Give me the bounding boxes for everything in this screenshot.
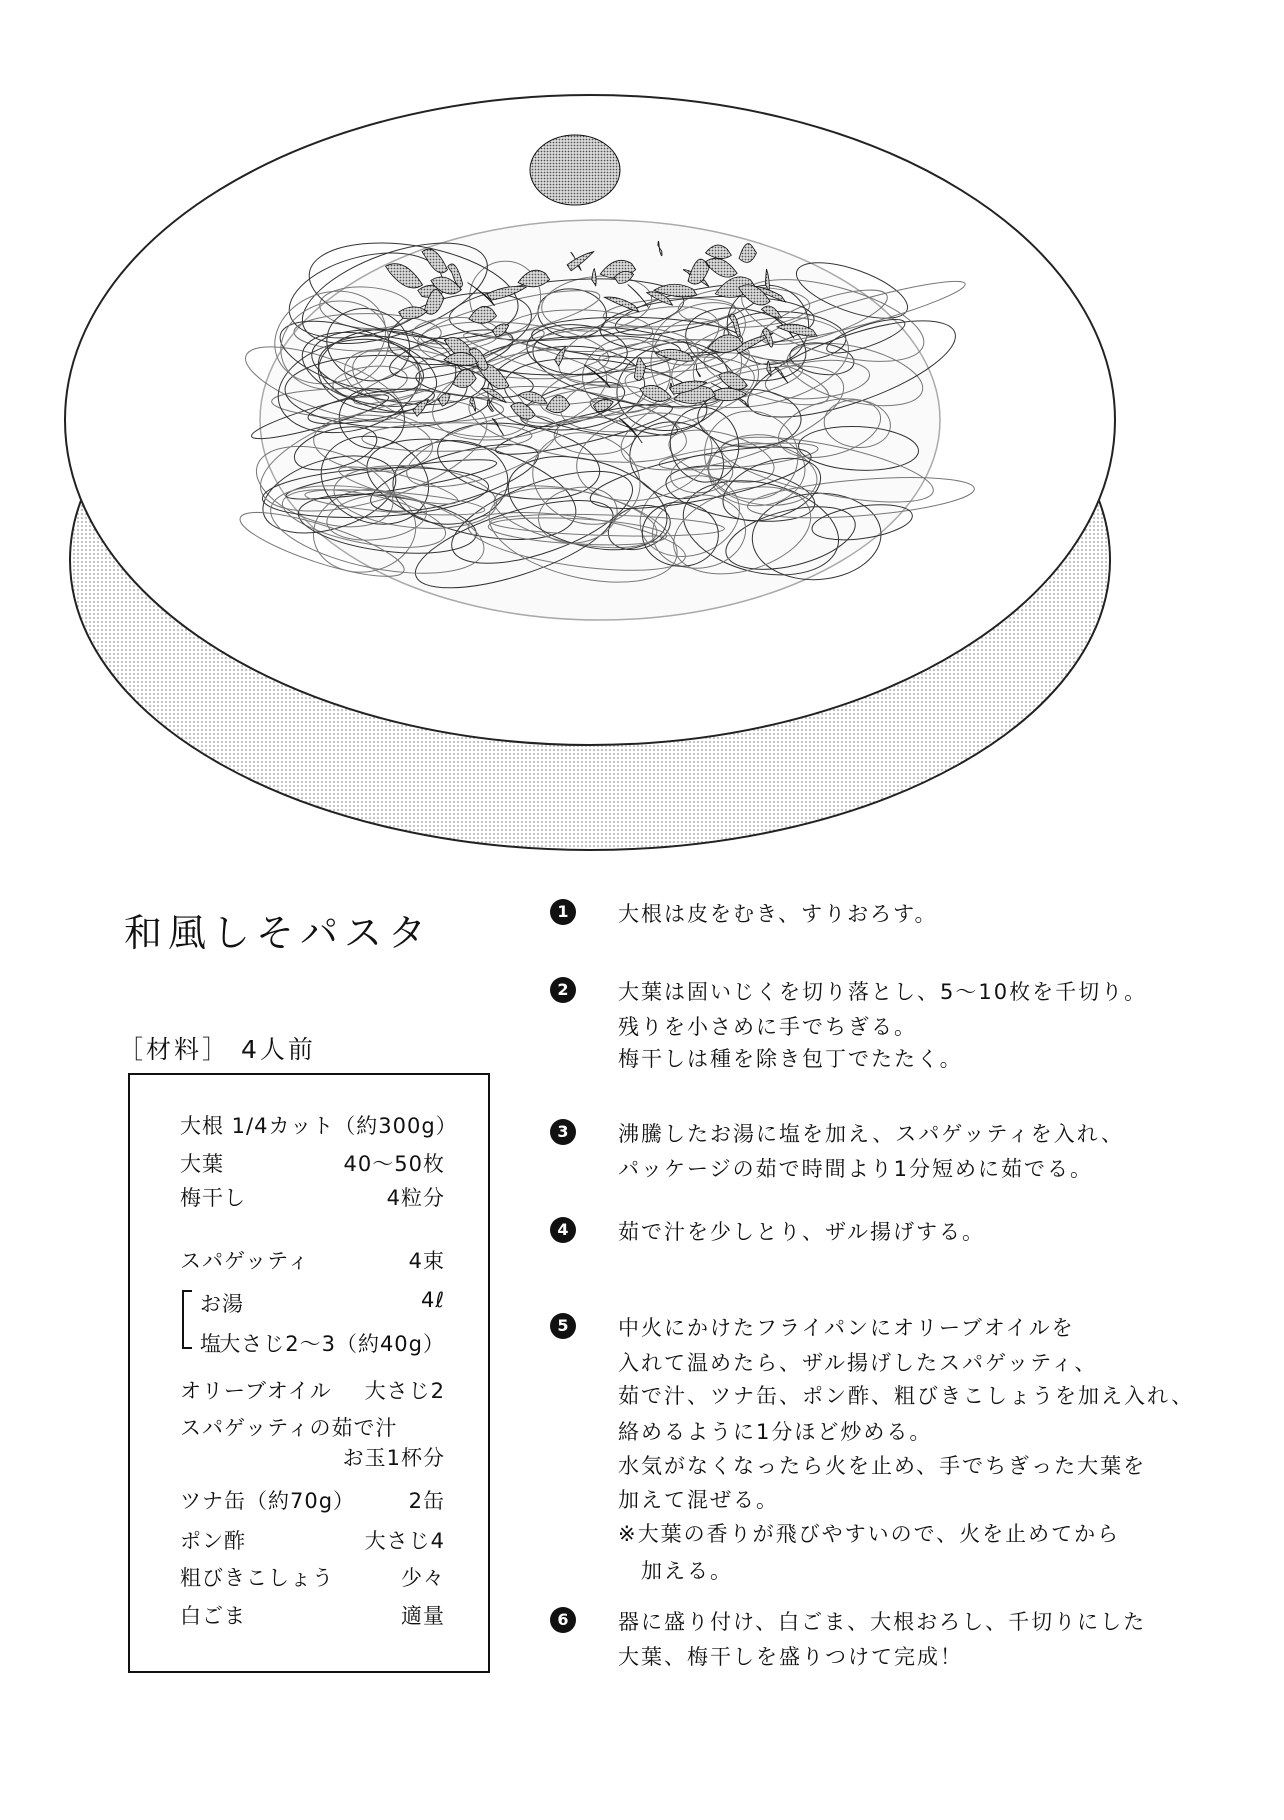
ingredient-name: 大葉 [180, 1152, 224, 1176]
ingredient-name: 大根 1/4カット（約300g） [180, 1114, 458, 1138]
step-text-line: 大葉は固いじくを切り落とし、5〜10枚を千切り。 [618, 980, 1148, 1004]
ingredient-amount: 2缶 [408, 1489, 445, 1513]
step-text-line: ※大葉の香りが飛びやすいので、火を止めてから [618, 1522, 1121, 1546]
step-text-line: パッケージの茹で時間より1分短めに茹でる。 [618, 1157, 1093, 1181]
ingredient-amount: お玉1杯分 [342, 1446, 445, 1470]
step-text-line: 梅干しは種を除き包丁でたたく。 [618, 1047, 963, 1071]
ingredients-header: ［材料］ 4人前 [118, 1035, 316, 1064]
step-number-badge: 1 [550, 899, 576, 925]
ingredient-name: スパゲッティの茹で汁 [180, 1416, 398, 1440]
step-number-badge: 6 [550, 1607, 576, 1633]
ingredient-amount: 大さじ2 [364, 1379, 445, 1403]
ingredient-amount: 適量 [401, 1604, 445, 1628]
plate-well [260, 220, 940, 620]
ingredient-name: ツナ缶（約70g） [180, 1489, 356, 1513]
ingredient-amount: 4束 [408, 1249, 445, 1273]
ingredients-bracket [182, 1290, 192, 1349]
step-number-badge: 4 [550, 1217, 576, 1243]
step-text-line: 加えて混ぜる。 [618, 1488, 779, 1512]
ingredient-name: スパゲッティ [180, 1249, 310, 1273]
ingredient-amount: 4粒分 [386, 1186, 445, 1210]
pasta-plate-illustration [0, 0, 1284, 880]
step-number-badge: 5 [550, 1313, 576, 1339]
step-text-line: 中火にかけたフライパンにオリーブオイルを [618, 1316, 1075, 1340]
ingredient-name: オリーブオイル [180, 1379, 332, 1403]
step-text-line: 加える。 [618, 1559, 733, 1583]
step-text-line: 入れて温めたら、ザル揚げしたスパゲッティ、 [618, 1351, 1098, 1375]
ingredient-amount: 40〜50枚 [343, 1152, 445, 1176]
step-number-badge: 3 [550, 1119, 576, 1145]
ingredient-name: 白ごま [180, 1604, 246, 1628]
ingredient-amount: 大さじ2〜3（約40g） [219, 1332, 445, 1356]
step-text-line: 大葉、梅干しを盛りつけて完成！ [618, 1645, 963, 1669]
ingredient-amount: 少々 [401, 1566, 445, 1590]
step-number-badge: 2 [550, 977, 576, 1003]
ingredient-name: 塩 [200, 1332, 222, 1356]
ingredient-name: ポン酢 [180, 1529, 246, 1553]
ingredient-amount: 4ℓ [420, 1288, 445, 1312]
ingredient-name: 梅干し [180, 1186, 246, 1210]
step-text-line: 絡めるように1分ほど炒める。 [618, 1420, 933, 1444]
step-text-line: 沸騰したお湯に塩を加え、スパゲッティを入れ、 [618, 1122, 1124, 1146]
ingredient-name: お湯 [200, 1292, 244, 1316]
recipe-title: 和風しそパスタ [124, 911, 433, 955]
umeboshi-topping [530, 135, 620, 205]
step-text-line: 大根は皮をむき、すりおろす。 [618, 902, 938, 926]
step-text-line: 茹で汁、ツナ缶、ポン酢、粗びきこしょうを加え入れ、 [618, 1384, 1195, 1408]
ingredient-amount: 大さじ4 [364, 1529, 445, 1553]
ingredient-name: 粗びきこしょう [180, 1566, 334, 1590]
step-text-line: 残りを小さめに手でちぎる。 [618, 1015, 917, 1039]
step-text-line: 水気がなくなったら火を止め、手でちぎった大葉を [618, 1454, 1147, 1478]
step-text-line: 茹で汁を少しとり、ザル揚げする。 [618, 1220, 985, 1244]
step-text-line: 器に盛り付け、白ごま、大根おろし、千切りにした [618, 1610, 1147, 1634]
